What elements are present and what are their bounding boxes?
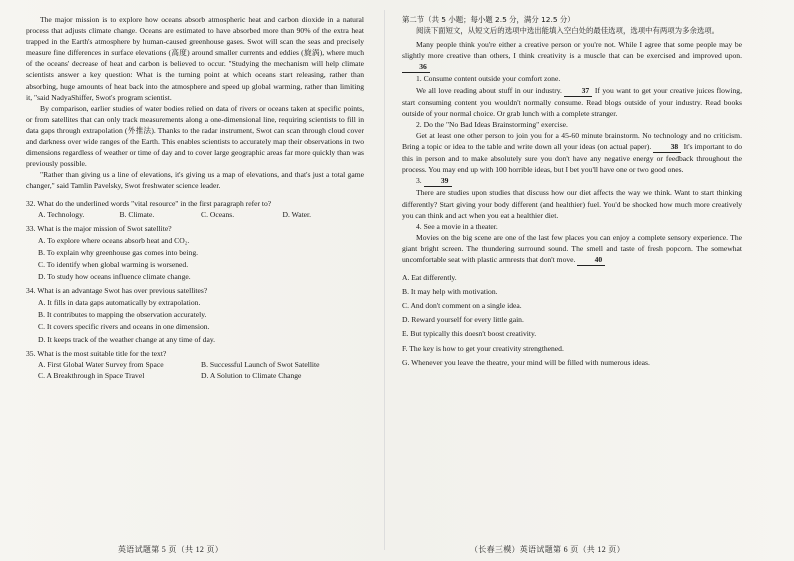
question-35-options — [26, 359, 364, 381]
option[interactable]: A. It fills in data gaps automatically by extrapolation. — [38, 298, 201, 308]
question-35: 35. What is the most suitable title for the text? — [26, 348, 167, 358]
choice-option[interactable]: A. Eat differently. — [402, 273, 457, 283]
blank-40[interactable]: 40 — [577, 254, 605, 266]
blank-38[interactable]: 38 — [653, 141, 681, 153]
option[interactable]: D. To study how oceans influence climate change. — [38, 272, 191, 282]
option[interactable]: B. Climate. — [119, 209, 155, 219]
page-divider — [384, 10, 385, 550]
choice-option[interactable]: E. But typically this doesn't boost creativity. — [402, 329, 537, 339]
option[interactable]: A. First Global Water Survey from Space — [38, 359, 164, 369]
right-page — [402, 14, 742, 549]
choice-option[interactable]: C. And don't comment on a single idea. — [402, 301, 522, 311]
cloze-heading-3: 3. 39 — [402, 175, 742, 187]
choice-option[interactable]: B. It may help with motivation. — [402, 287, 498, 297]
option[interactable]: B. To explain why greenhouse gas comes into being. — [38, 247, 199, 257]
choice-option[interactable]: F. The key is how to get your creativity strengthened. — [402, 343, 564, 353]
passage-paragraph-1: The major mission is to explore how oceans absorb atmospheric heat and carbon dioxide in a natural process that adjusts climate change. Oceans are estimated to have absorbed more than 90% of the extra heat trapped in the Earth's atmosphere by human-caused greenhouse gases. Swot will scan the seas and precisely measure fine differences in surface elevations (高度) around smaller currents and eddies (旋涡), where much of the oceans' decrease of heat and carbon is believed to occur. "Studying the mechanism will help climate scientists answer a key question: What is the turning point at which oceans start releasing, rather than absorbing, huge amounts of heat back into the atmosphere and speed up global warming, rather than limiting it, "said NadyaShiffer, Swot's program scientist. — [26, 15, 364, 102]
blank-39[interactable]: 39 — [424, 175, 452, 187]
blank-37[interactable]: 37 — [564, 85, 592, 97]
option[interactable]: C. To identify when global warming is worsened. — [38, 259, 189, 269]
option[interactable]: D. It keeps track of the weather change at any time of day. — [38, 334, 216, 344]
cloze-heading-4: 4. See a movie in a theater. — [416, 221, 498, 231]
left-page — [26, 14, 364, 549]
question-33: 33. What is the major mission of Swot satellite? — [26, 223, 172, 233]
option[interactable]: A. Technology. — [38, 209, 85, 219]
section-instructions: 阅读下面短文，从短文后的选项中选出能填入空白处的最佳选项，选项中有两项为多余选项。 — [416, 26, 720, 36]
cloze-heading-1: 1. Consume content outside your comfort zone. — [416, 74, 561, 84]
cloze-paragraph-5: Movies on the big scene are one of the last few places you can enjoy a complete sensory experience. The giant bright screen. The thundering surround sound. The smell and taste of fresh popcorn. The somewhat uncomfortable seat with plastic armrests that don't move. 40 — [402, 232, 742, 266]
option[interactable]: D. A Solution to Climate Change — [201, 370, 302, 380]
question-32: 32. What do the underlined words "vital resource" in the first paragraph refer to? — [26, 198, 272, 208]
cloze-heading-2: 2. Do the "No Bad Ideas Brainstorming" exercise. — [416, 119, 568, 129]
cloze-paragraph-1: Many people think you're either a creative person or you're not. While I agree that some people may be slightly more creative than others, I think creativity is a muscle that can be exercised and improved upon. 36 — [402, 39, 742, 73]
question-34: 34. What is an advantage Swot has over previous satellites? — [26, 286, 208, 296]
option[interactable]: A. To explore where oceans absorb heat and CO₂. — [38, 235, 190, 245]
option[interactable]: C. Oceans. — [201, 209, 235, 219]
cloze-paragraph-4: There are studies upon studies that discuss how our diet affects the way we think. Want to start thinking differently? Start giving your body different (and healthier) fuel. You'd be shocked how much more creatively you can think and act when you eat a healthier diet. — [402, 188, 742, 220]
passage-paragraph-2: By comparison, earlier studies of water bodies relied on data of rivers or oceans taken at specific points, or from satellites that can only track measurements along a one-dimensional line, requiring scientists to fill in data gaps through extrapolation (外推法). Thanks to the radar instrument, Swot can scan through cloud cover and darkness over wide ranges of the Earth. This enables scientists to accurately map their observations in two dimensions regardless of weather or time of day and to cover large geographic areas far more quickly than was previously possible. — [26, 103, 364, 169]
section-heading: 第二节（共 5 小题；每小题 2.5 分，满分 12.5 分） — [402, 15, 575, 24]
cloze-paragraph-3: Get at least one other person to join you for a 45-60 minute brainstorm. No technology and no criticism. Bring a topic or idea to the table and write down all your ideas (on actual paper). 38 It's important to do this in person and to make absolutely sure you don't have any negative energy or feedback throughout the process. You may end up with 100 horrible ideas, but I bet you'll have one or two good ones. — [402, 130, 742, 175]
blank-36[interactable]: 36 — [402, 61, 430, 73]
option[interactable]: D. Water. — [282, 209, 312, 219]
page-footer-right: （长春三模）英语试题第 6 页（共 12 页） — [470, 545, 625, 554]
option[interactable]: B. Successful Launch of Swot Satellite — [201, 359, 320, 369]
option[interactable]: B. It contributes to mapping the observation accurately. — [38, 310, 207, 320]
question-32-options — [26, 209, 364, 220]
choice-option[interactable]: G. Whenever you leave the theatre, your mind will be filled with numerous ideas. — [402, 357, 650, 367]
cloze-paragraph-2: We all love reading about stuff in our industry. 37 If you want to get your creative juices flowing, start consuming content you wouldn't normally consume. Read blogs outside of your industry. Read books outside of your normal choice. Or grab lunch with a complete stranger. — [402, 85, 742, 118]
passage-paragraph-3: "Rather than giving us a line of elevations, it's giving us a map of elevations, and that's just a total game changer," said Tamlin Pavelsky, Swot freshwater science leader. — [26, 170, 364, 191]
option[interactable]: C. It covers specific rivers and oceans in one dimension. — [38, 322, 210, 332]
choice-option[interactable]: D. Reward yourself for every little gain. — [402, 315, 524, 325]
option[interactable]: C. A Breakthrough in Space Travel — [38, 370, 145, 380]
page-footer-left: 英语试题第 5 页（共 12 页） — [118, 545, 224, 554]
